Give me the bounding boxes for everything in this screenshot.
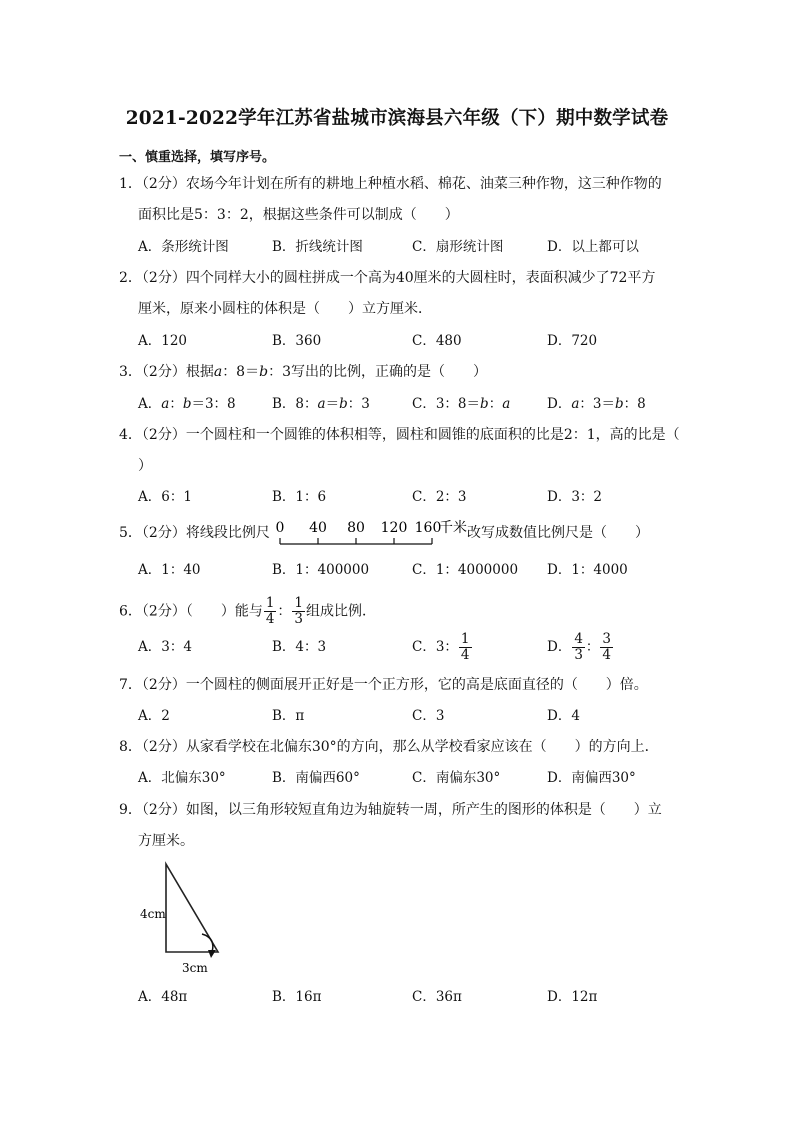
q6-option-a: A．3：4: [138, 639, 192, 655]
q9-line2: 方厘米。: [138, 833, 194, 849]
fraction-one-quarter: $\frac{1}{4}$: [265, 595, 275, 627]
q4-option-a: A．6：1: [138, 489, 192, 505]
section-heading: 一、慎重选择，填写序号。: [119, 150, 276, 165]
q1-option-b: B．折线统计图: [272, 239, 363, 255]
q5-option-b: B．1：400000: [272, 562, 370, 578]
fraction-option-d-2: $\frac{3}{4}$: [602, 631, 612, 663]
rotation-arrow-head: [208, 950, 216, 958]
q5-suffix: 改写成数值比例尺是（ ）: [467, 525, 649, 541]
q8-option-a: A．北偏东30°: [138, 770, 226, 786]
q1-option-c: C．扇形统计图: [412, 239, 504, 255]
q1-option-a: A．条形统计图: [138, 239, 229, 255]
q4-option-b: B．1：6: [272, 489, 327, 505]
q3-option-a: A．a：b＝3：8: [138, 396, 236, 412]
q5-option-a: A．1：40: [138, 562, 201, 578]
q9-line1: 9．（2分）如图，以三角形较短直角边为轴旋转一周，所产生的图形的体积是（ ）立: [119, 802, 662, 818]
q7-option-b: B．π: [272, 708, 305, 724]
scale-tick-label-160: 160: [414, 520, 442, 536]
q2-line2: 厘米，原来小圆柱的体积是（ ）立方厘米．: [138, 301, 432, 317]
fraction-option-c: $\frac{1}{4}$: [460, 631, 470, 663]
q9-option-b: B．16π: [272, 989, 322, 1005]
q2-option-d: D．720: [547, 333, 598, 349]
q9-option-a: A．48π: [138, 989, 188, 1005]
q6-option-d: D． $\frac{4}{3}$ ： $\frac{3}{4}$: [547, 631, 612, 663]
q3-option-b: B．8：a＝b：3: [272, 396, 370, 412]
q5-option-c: C．1：4000000: [412, 562, 519, 578]
q3-option-d: D．a：3＝b：8: [547, 396, 646, 412]
q6-option-c: C．3： $\frac{1}{4}$: [412, 631, 470, 663]
q8-option-b: B．南偏西60°: [272, 770, 360, 786]
q2-line1: 2．（2分）四个同样大小的圆柱拼成一个高为40厘米的大圆柱时，表面积减少了72平方: [119, 270, 656, 286]
q8-option-c: C．南偏东30°: [412, 770, 501, 786]
triangle-base-label: 3cm: [182, 961, 208, 975]
rotation-arrow-arc: [202, 934, 213, 952]
q7-option-c: C．3: [412, 708, 445, 724]
scale-tick-label-120: 120: [380, 520, 408, 536]
scale-tick-label-0: 0: [276, 520, 285, 536]
q1-line2: 面积比是5：3：2，根据这些条件可以制成（ ）: [138, 207, 459, 223]
fraction-one-third: $\frac{1}{3}$: [294, 595, 304, 627]
q7-option-d: D．4: [547, 708, 580, 724]
q7-option-a: A．2: [138, 708, 170, 724]
q8-option-d: D．南偏西30°: [547, 770, 636, 786]
triangle-figure: [136, 860, 236, 980]
triangle-height-label: 4cm: [140, 907, 166, 921]
q3-line1: 3．（2分）根据a：8＝b：3写出的比例，正确的是（ ）: [119, 364, 487, 380]
q7-line1: 7．（2分）一个圆柱的侧面展开正好是一个正方形，它的高是底面直径的（ ）倍。: [119, 677, 648, 693]
q1-option-d: D．以上都可以: [547, 239, 639, 255]
q2-option-c: C．480: [412, 333, 462, 349]
scale-tick-label-80: 80: [347, 520, 365, 536]
q4-line1: 4．（2分）一个圆柱和一个圆锥的体积相等，圆柱和圆锥的底面积的比是2：1，高的比是（: [119, 427, 680, 443]
q2-option-a: A．120: [138, 333, 188, 349]
q8-line1: 8．（2分）从家看学校在北偏东30°的方向，那么从学校看家应该在（ ）的方向上．: [119, 739, 659, 755]
q5-option-d: D．1：4000: [547, 562, 628, 578]
q1-line1: 1．（2分）农场今年计划在所有的耕地上种植水稻、棉花、油菜三种作物，这三种作物的: [119, 176, 662, 192]
scale-bar: [276, 517, 476, 549]
q2-option-b: B．360: [272, 333, 322, 349]
page-title: 2021-2022学年江苏省盐城市滨海县六年级（下）期中数学试卷: [125, 108, 669, 129]
q4-line2: ）: [138, 458, 152, 474]
q6-line1: 6．（2分）（ ）能与 $\frac{1}{4}$ ： $\frac{1}{3}$ 组成比例．: [119, 595, 377, 627]
q4-option-c: C．2：3: [412, 489, 467, 505]
q3-option-c: C．3：8＝b：a: [412, 396, 511, 412]
q4-option-d: D．3：2: [547, 489, 603, 505]
q5-prefix: 5．（2分）将线段比例尺: [119, 525, 270, 541]
scale-unit-label: 千米: [439, 520, 467, 536]
q6-option-b: B．4：3: [272, 639, 327, 655]
q9-option-c: C．36π: [412, 989, 462, 1005]
q9-option-d: D．12π: [547, 989, 598, 1005]
scale-tick-label-40: 40: [309, 520, 327, 536]
fraction-option-d-1: $\frac{4}{3}$: [574, 631, 583, 663]
